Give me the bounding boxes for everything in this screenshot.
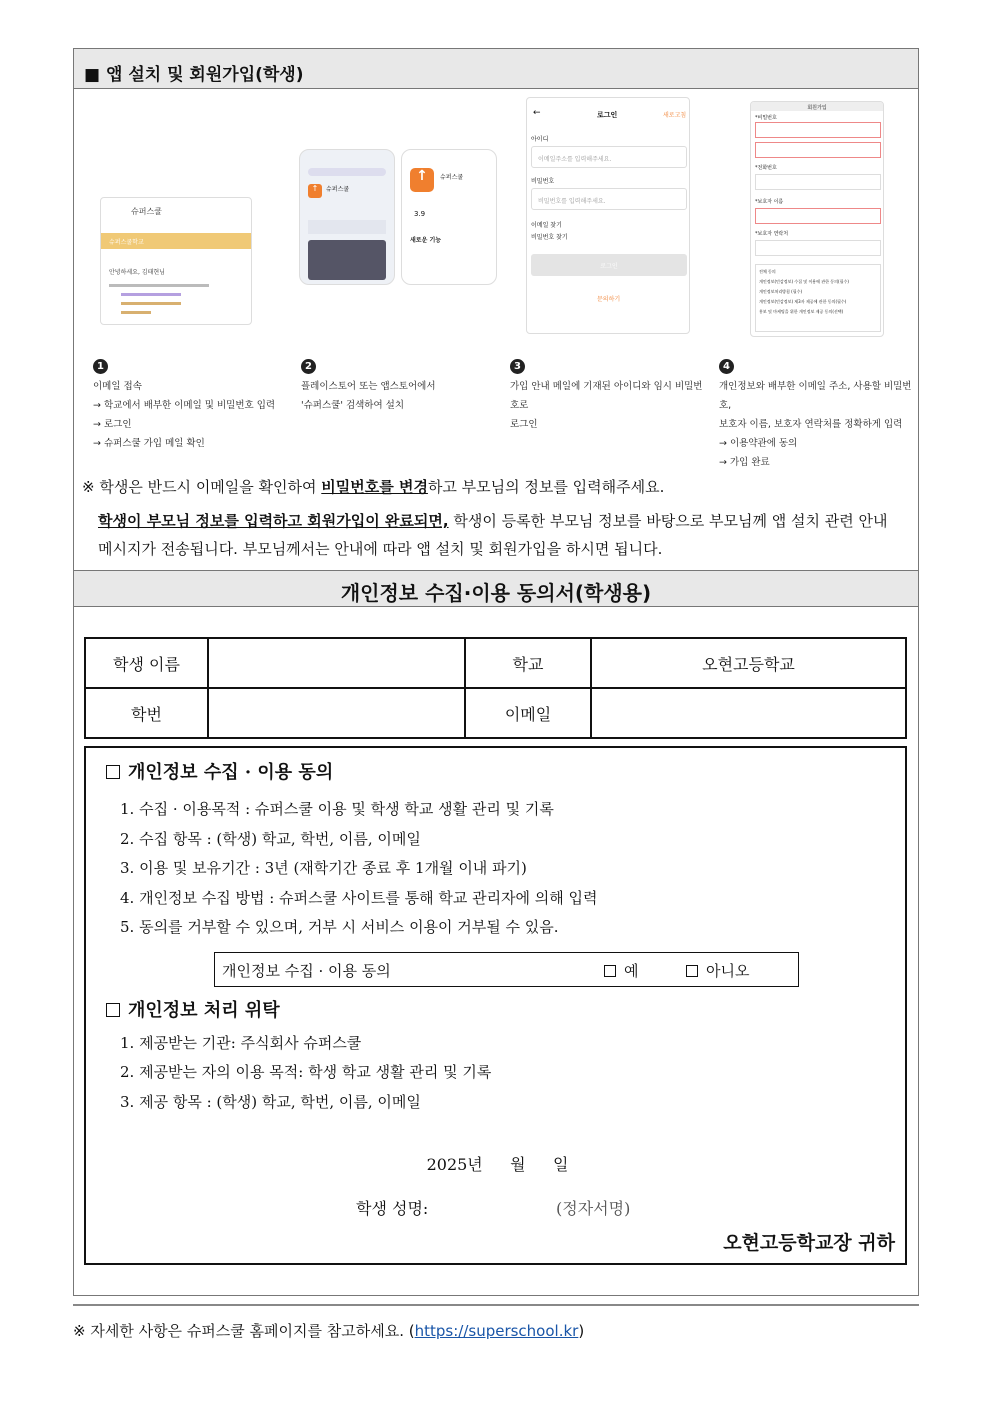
login-pw-field: 비밀번호를 입력해주세요. bbox=[531, 188, 687, 210]
login-id-label: 아이디 bbox=[531, 136, 549, 143]
signup-field-2: *전화번호 bbox=[755, 165, 777, 171]
step-4-text: 개인정보와 배부한 이메일 주소, 사용할 비밀번호, 보호자 이름, 보호자 연락처를 정확하게 입력 → 이용약관에 동의 → 가입 완료 bbox=[719, 381, 912, 468]
install-guide-frame bbox=[73, 48, 919, 1296]
install-section-title: ■ 앱 설치 및 회원가입(학생) bbox=[74, 49, 918, 89]
addressee: 오현고등학교장 귀하 bbox=[723, 1232, 895, 1254]
consent-form-title: 개인정보 수집·이용 동의서(학생용) bbox=[74, 570, 918, 607]
email-screenshot bbox=[100, 197, 252, 325]
agree-row bbox=[214, 952, 799, 987]
screenshots-row bbox=[74, 89, 918, 379]
student-no-label: 학번 bbox=[85, 688, 208, 738]
step-4-number: 4 bbox=[719, 359, 734, 374]
login-title: 로그인 bbox=[597, 111, 618, 119]
step-2-number: 2 bbox=[301, 359, 316, 374]
entrust-heading: 개인정보 처리 위탁 bbox=[106, 996, 280, 1022]
checkbox-icon bbox=[106, 1003, 120, 1017]
agree-yes-option[interactable]: 예 bbox=[604, 960, 639, 981]
email-field[interactable] bbox=[591, 688, 906, 738]
agree-label: 개인정보 수집 · 이용 동의 bbox=[222, 962, 391, 980]
login-find-pw: 비밀번호 찾기 bbox=[531, 234, 568, 241]
entrust-item-1: 1. 제공받는 기관: 주식회사 슈퍼스쿨 bbox=[120, 1034, 362, 1052]
store-new-features: 새로운 기능 bbox=[410, 237, 442, 244]
student-info-table bbox=[84, 637, 907, 739]
consent-box bbox=[84, 746, 907, 1265]
step-2-text: 플레이스토어 또는 앱스토어에서 '슈퍼스쿨' 검색하여 설치 bbox=[301, 381, 436, 411]
collect-item-4: 4. 개인정보 수집 방법 : 슈퍼스쿨 사이트를 통해 학교 관리자에 의해 입력 bbox=[120, 889, 598, 907]
school-value: 오현고등학교 bbox=[591, 638, 906, 688]
footer-note: ※ 자세한 사항은 슈퍼스쿨 홈페이지를 참고하세요. (https://superschool.kr) bbox=[73, 1322, 585, 1340]
login-id-field: 이메일주소를 입력해주세요. bbox=[531, 146, 687, 168]
login-pw-label: 비밀번호 bbox=[531, 178, 555, 185]
signature-date: 2025년 월 일 bbox=[426, 1155, 569, 1174]
parent-note: 학생이 부모님 정보를 입력하고 회원가입이 완료되면, 학생이 등록한 부모님 정보를 바탕으로 부모님께 앱 설치 관련 안내 메시지가 전송됩니다. 부모님께서는 안내에 따라 앱 설치 및 회원가입을 하시면 됩니다. bbox=[98, 512, 888, 558]
email-label: 이메일 bbox=[465, 688, 591, 738]
store-app-name: 슈퍼스쿨 bbox=[326, 186, 350, 193]
store-app-name-2: 슈퍼스쿨 bbox=[440, 174, 464, 181]
signup-terms: 전체 동의 개인정보(민감정보) 수집 및 이용에 관한 동의(필수) 개인정보처리방침 (필수) 개인정보(민감정보) 제3자 제공에 관한 동의(필수) 홍보 및 마케팅을 위한 개인정보 제공 동의(선택) bbox=[755, 264, 881, 332]
collect-item-3: 3. 이용 및 보유기간 : 3년 (재학기간 종료 후 1개월 이내 파기) bbox=[120, 859, 527, 877]
collect-item-1: 1. 수집 · 이용목적 : 슈퍼스쿨 이용 및 학생 학교 생활 관리 및 기록 bbox=[120, 800, 554, 818]
collect-heading: 개인정보 수집 · 이용 동의 bbox=[106, 758, 333, 784]
step-1-number: 1 bbox=[93, 359, 108, 374]
store-screenshot-1: ↑ 슈퍼스쿨 bbox=[299, 149, 395, 285]
email-title: 슈퍼스쿨 bbox=[131, 207, 162, 216]
student-name-label: 학생 이름 bbox=[85, 638, 208, 688]
step-3-number: 3 bbox=[510, 359, 525, 374]
login-find-email: 이메일 찾기 bbox=[531, 222, 562, 229]
login-screenshot: ← 로그인 새로고침 아이디 이메일주소를 입력해주세요. 비밀번호 비밀번호를 입력해주세요. 이메일 찾기 비밀번호 찾기 로그인 문의하기 bbox=[526, 97, 690, 334]
homepage-link[interactable]: https://superschool.kr bbox=[414, 1322, 579, 1340]
login-button: 로그인 bbox=[531, 254, 687, 276]
entrust-item-3: 3. 제공 항목 : (학생) 학교, 학번, 이름, 이메일 bbox=[120, 1093, 421, 1111]
collect-item-2: 2. 수집 항목 : (학생) 학교, 학번, 이름, 이메일 bbox=[120, 830, 421, 848]
footer-divider bbox=[73, 1304, 919, 1306]
checkbox-icon bbox=[106, 765, 120, 779]
signup-field-3: *보호자 이름 bbox=[755, 199, 784, 205]
signature-label: 학생 성명: bbox=[356, 1199, 429, 1218]
entrust-item-2: 2. 제공받는 자의 이용 목적: 학생 학교 생활 관리 및 기록 bbox=[120, 1063, 492, 1081]
signature-stamp[interactable]: (정자서명) bbox=[556, 1199, 631, 1218]
agree-no-option[interactable]: 아니오 bbox=[686, 960, 749, 981]
checkbox-icon[interactable] bbox=[686, 965, 698, 977]
step-1-text: 이메일 접속 → 학교에서 배부한 이메일 및 비밀번호 입력 → 로그인 → 슈퍼스쿨 가입 메일 확인 bbox=[93, 381, 276, 449]
login-refresh: 새로고침 bbox=[663, 112, 687, 119]
signup-field-1: *비밀번호 bbox=[755, 115, 777, 121]
email-banner: 슈퍼스쿨학교 bbox=[101, 233, 251, 249]
collect-item-5: 5. 동의를 거부할 수 있으며, 거부 시 서비스 이용이 거부될 수 있음. bbox=[120, 918, 559, 936]
store-screenshot-2: ↑ 슈퍼스쿨 3.9 새로운 기능 bbox=[401, 149, 497, 285]
signup-field-4: *보호자 연락처 bbox=[755, 231, 789, 237]
signup-title: 회원가입 bbox=[751, 102, 883, 111]
student-name-field[interactable] bbox=[208, 638, 465, 688]
store-rating: 3.9 bbox=[414, 210, 426, 218]
student-note: ※ 학생은 반드시 이메일을 확인하여 비밀번호를 변경하고 부모님의 정보를 입력해주세요. bbox=[82, 478, 665, 496]
student-no-field[interactable] bbox=[208, 688, 465, 738]
school-label: 학교 bbox=[465, 638, 591, 688]
checkbox-icon[interactable] bbox=[604, 965, 616, 977]
signup-screenshot bbox=[750, 101, 884, 337]
step-3-text: 가입 안내 메일에 기재된 아이디와 임시 비밀번호로 로그인 bbox=[510, 381, 703, 430]
login-inquiry: 문의하기 bbox=[597, 296, 621, 303]
email-greeting: 안녕하세요, 김태현님 bbox=[109, 269, 165, 276]
